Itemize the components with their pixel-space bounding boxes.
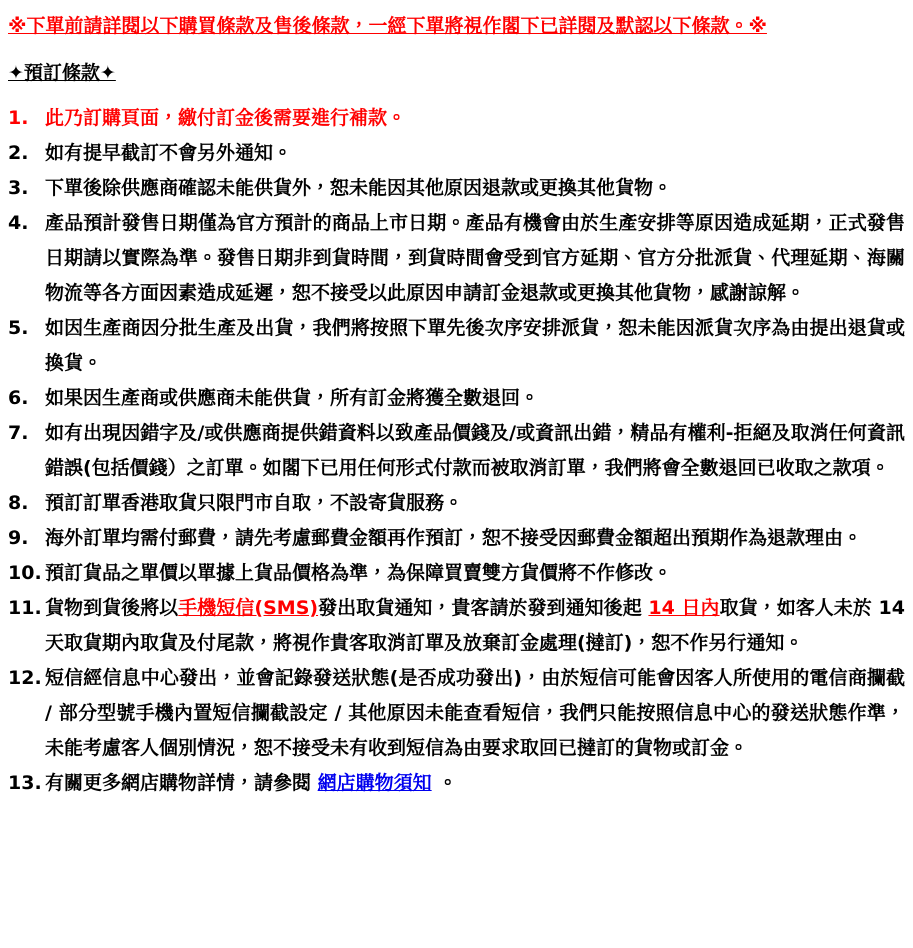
term-item-9 xyxy=(8,521,905,556)
preorder-terms-page xyxy=(8,9,905,801)
term-number: 3. xyxy=(8,177,29,199)
term-number: 1. xyxy=(8,107,29,129)
term-item-4 xyxy=(8,206,905,311)
term-number: 10. xyxy=(8,562,42,584)
term-segment: 產品預計發售日期僅為官方預計的商品上市日期。產品有機會由於生產安排等原因造成延期，正式發售日期請以實際為準。發售日期非到貨時間，到貨時間會受到官方延期、官方分批派貨、代理延期、海關物流等各方面因素造成延遲，恕不接受以此原因申請訂金退款或更換其他貨物，感謝諒解。 xyxy=(45,212,905,304)
term-number: 9. xyxy=(8,527,29,549)
store-shopping-guide-link[interactable]: 網店購物須知 xyxy=(317,772,432,794)
term-segment: 下單後除供應商確認未能供貨外，恕未能因其他原因退款或更換其他貨物。 xyxy=(45,177,673,199)
term-text xyxy=(45,387,539,409)
term-segment: 有關更多網店購物詳情，請參閱 xyxy=(45,772,318,794)
term-number: 7. xyxy=(8,422,29,444)
term-text xyxy=(45,562,672,584)
term-segment: 如有出現因錯字及/或供應商提供錯資料以致產品價錢及/或資訊出錯，精品有權利-拒絕及取消任何資訊錯誤(包括價錢）之訂單。如閣下已用任何形式付款而被取消訂單，我們將會全數退回已收取之款項。 xyxy=(45,422,905,479)
term-number: 13. xyxy=(8,772,42,794)
term-item-6 xyxy=(8,381,905,416)
term-text xyxy=(45,212,905,304)
term-segment: 。 xyxy=(431,772,458,794)
term-item-8 xyxy=(8,486,905,521)
term-item-5 xyxy=(8,311,905,381)
term-number: 4. xyxy=(8,212,29,234)
term-number: 6. xyxy=(8,387,29,409)
term-segment: 如果因生產商或供應商未能供貨，所有訂金將獲全數退回。 xyxy=(45,387,540,409)
term-number: 8. xyxy=(8,492,29,514)
term-item-3 xyxy=(8,171,905,206)
term-highlight: 手機短信(SMS) xyxy=(178,597,319,619)
purchase-notice-banner: ※下單前請詳閱以下購買條款及售後條款，一經下單將視作閣下已詳閱及默認以下條款。※ xyxy=(8,15,767,37)
term-number: 2. xyxy=(8,142,29,164)
term-segment: 預訂貨品之單價以單據上貨品價格為準，為保障買賣雙方貨價將不作修改。 xyxy=(45,562,673,584)
terms-list xyxy=(8,101,905,801)
term-number: 5. xyxy=(8,317,29,339)
term-highlight: 14 日內 xyxy=(648,597,720,619)
term-segment: 發出取貨通知，貴客請於發到通知後起 xyxy=(318,597,649,619)
term-text xyxy=(45,422,905,479)
term-text xyxy=(45,317,905,374)
preorder-terms-heading: ✦預訂條款✦ xyxy=(8,62,116,84)
term-segment: 如因生產商因分批生產及出貨，我們將按照下單先後次序安排派貨，恕未能因派貨次序為由提出退貨或換貨。 xyxy=(45,317,905,374)
term-segment: 如有提早截訂不會另外通知。 xyxy=(45,142,293,164)
term-item-12 xyxy=(8,661,905,766)
term-number: 11. xyxy=(8,597,42,619)
term-item-11 xyxy=(8,591,905,661)
term-item-1 xyxy=(8,101,905,136)
term-number: 12. xyxy=(8,667,42,689)
term-text xyxy=(45,142,292,164)
term-item-10 xyxy=(8,556,905,591)
term-item-7 xyxy=(8,416,905,486)
term-text xyxy=(45,772,457,794)
term-text xyxy=(45,492,463,514)
term-segment: 短信經信息中心發出，並會記錄發送狀態(是否成功發出)，由於短信可能會因客人所使用的電信商攔截 / 部分型號手機內置短信攔截設定 / 其他原因未能查看短信，我們只能按照信息中心的發送狀態作準，未能考慮客人個別情況，恕不接受未有收到短信為由要求取回已撻訂的貨物或訂金。 xyxy=(45,667,905,759)
term-segment: 此乃訂購頁面，繳付訂金後需要進行補款。 xyxy=(45,107,407,129)
term-text xyxy=(45,177,672,199)
term-text xyxy=(45,107,406,129)
term-text xyxy=(45,527,862,549)
term-text xyxy=(45,667,905,759)
term-item-2 xyxy=(8,136,905,171)
term-segment: 海外訂單均需付郵費，請先考慮郵費金額再作預訂，恕不接受因郵費金額超出預期作為退款理由。 xyxy=(45,527,863,549)
term-segment: 預訂訂單香港取貨只限門市自取，不設寄貨服務。 xyxy=(45,492,464,514)
term-segment: 取貨，如客人未於 14 天取貨期內取貨及付尾款，將視作貴客取消訂單及放棄訂金處理(撻訂)，恕不作另行通知。 xyxy=(45,597,905,654)
term-text xyxy=(45,597,905,654)
term-segment: 貨物到貨後將以 xyxy=(45,597,179,619)
term-item-13 xyxy=(8,766,905,801)
